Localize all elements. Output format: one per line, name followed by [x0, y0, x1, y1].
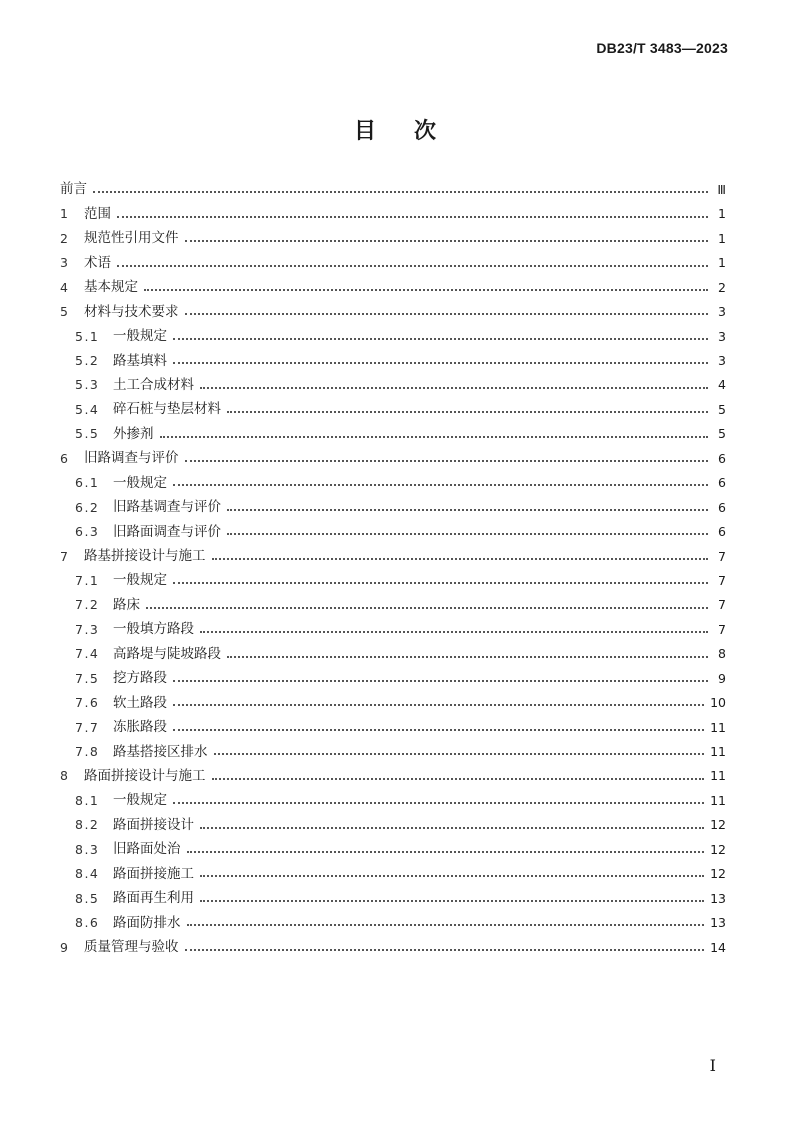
toc-entry-page: 11 — [710, 792, 726, 808]
toc-leader-dots — [117, 265, 708, 267]
toc-entry-label: 路基搭接区排水 — [113, 743, 208, 760]
toc-entry-page: 6 — [718, 450, 726, 466]
toc-entry[interactable] — [60, 349, 726, 373]
toc-entry[interactable] — [60, 202, 726, 226]
toc-entry-label: 前言 — [60, 181, 87, 198]
toc-entry-label: 一般规定 — [113, 792, 167, 809]
toc-entry-page: 3 — [718, 304, 726, 320]
toc-title-part2: 次 — [414, 119, 437, 144]
toc-entry-number: 1 — [60, 206, 68, 222]
toc-entry[interactable] — [60, 716, 726, 740]
toc-entry[interactable] — [60, 789, 726, 813]
toc-entry[interactable] — [60, 911, 726, 935]
toc-leader-dots — [93, 191, 708, 193]
toc-entry-number: 5 — [60, 304, 68, 320]
toc-entry[interactable] — [60, 691, 726, 715]
toc-entry-page: 12 — [710, 817, 726, 833]
toc-entry[interactable] — [60, 593, 726, 617]
toc-leader-dots — [200, 827, 704, 829]
toc-title — [0, 114, 790, 145]
toc-leader-dots — [200, 875, 704, 877]
toc-entry-label: 规范性引用文件 — [84, 230, 179, 247]
toc-entry-label: 碎石桩与垫层材料 — [113, 401, 221, 418]
toc-entry[interactable] — [60, 862, 726, 886]
toc-entry-label: 术语 — [84, 254, 111, 271]
toc-entry[interactable] — [60, 276, 726, 300]
toc-entry[interactable] — [60, 569, 726, 593]
toc-entry-number: 7.8 — [75, 744, 100, 760]
toc-leader-dots — [187, 924, 705, 926]
toc-entry-label: 路面再生利用 — [113, 890, 194, 907]
toc-leader-dots — [173, 362, 708, 364]
toc-entry-page: 7 — [718, 621, 726, 637]
toc-entry[interactable] — [60, 765, 726, 789]
toc-entry-number: 7.5 — [75, 670, 100, 686]
toc-entry[interactable] — [60, 227, 726, 251]
toc-leader-dots — [185, 949, 705, 951]
toc-entry-page: 3 — [718, 353, 726, 369]
toc-entry-number: 7.4 — [75, 646, 100, 662]
toc-leader-dots — [144, 289, 708, 291]
toc-entry[interactable] — [60, 422, 726, 446]
toc-entry-label: 基本规定 — [84, 279, 138, 296]
toc-entry-page: 4 — [718, 377, 726, 393]
toc-entry-number: 5.1 — [75, 328, 100, 344]
toc-entry-page: 7 — [718, 597, 726, 613]
toc-entry[interactable] — [60, 813, 726, 837]
toc-entry-number: 6.3 — [75, 524, 100, 540]
toc-entry-label: 旧路基调查与评价 — [113, 499, 221, 516]
toc-entry[interactable] — [60, 667, 726, 691]
toc-leader-dots — [185, 313, 709, 315]
toc-entry-page: 10 — [710, 695, 726, 711]
toc-entry-label: 旧路调查与评价 — [84, 450, 179, 467]
toc-entry-page: 6 — [718, 499, 726, 515]
toc-entry-page: 1 — [718, 255, 726, 271]
toc-entry-page: 5 — [718, 401, 726, 417]
toc-entry-number: 7.7 — [75, 719, 100, 735]
toc-entry-label: 路面防排水 — [113, 914, 181, 931]
toc-entry-number: 7.2 — [75, 597, 100, 613]
toc-entry-number: 5.3 — [75, 377, 100, 393]
toc-entry-label: 质量管理与验收 — [84, 939, 179, 956]
toc-entry-number: 8.3 — [75, 841, 100, 857]
toc-leader-dots — [173, 582, 708, 584]
toc-leader-dots — [173, 484, 708, 486]
toc-leader-dots — [227, 411, 708, 413]
toc-entry-label: 路基填料 — [113, 352, 167, 369]
toc-entry-label: 路基拼接设计与施工 — [84, 548, 206, 565]
toc-entry[interactable] — [60, 618, 726, 642]
toc-entry-label: 一般填方路段 — [113, 621, 194, 638]
toc-entry[interactable] — [60, 251, 726, 275]
toc-entry-page: 13 — [710, 915, 726, 931]
toc-entry-label: 挖方路段 — [113, 670, 167, 687]
toc-entry-label: 外掺剂 — [113, 425, 154, 442]
toc-entry[interactable] — [60, 325, 726, 349]
toc-entry-number: 2 — [60, 230, 68, 246]
toc-entry-label: 范围 — [84, 205, 111, 222]
toc-entry-number: 5.5 — [75, 426, 100, 442]
toc-entry[interactable] — [60, 398, 726, 422]
toc-entry-page: 1 — [718, 206, 726, 222]
toc-entry-label: 软土路段 — [113, 694, 167, 711]
toc-leader-dots — [185, 240, 709, 242]
toc-entry-number: 5.4 — [75, 401, 100, 417]
toc-entry-number: 8 — [60, 768, 68, 784]
toc-entry-page: 12 — [710, 841, 726, 857]
toc-entry-page: 6 — [718, 475, 726, 491]
toc-leader-dots — [173, 729, 704, 731]
toc-entry-number: 8.1 — [75, 792, 100, 808]
toc-leader-dots — [173, 802, 704, 804]
toc-entry-number: 8.5 — [75, 890, 100, 906]
toc-leader-dots — [227, 656, 708, 658]
toc-leader-dots — [173, 704, 704, 706]
toc-entry-page: 13 — [710, 890, 726, 906]
toc-entry-number: 5.2 — [75, 353, 100, 369]
toc-entry[interactable] — [60, 178, 726, 202]
toc-leader-dots — [200, 631, 708, 633]
toc-entry-label: 一般规定 — [113, 572, 167, 589]
toc-leader-dots — [200, 387, 708, 389]
toc-entry-page: 2 — [718, 279, 726, 295]
toc-entry-number: 7.1 — [75, 572, 100, 588]
toc-entry-label: 路面拼接设计与施工 — [84, 767, 206, 784]
toc-entry-label: 一般规定 — [113, 474, 167, 491]
toc-leader-dots — [227, 509, 708, 511]
toc-entry-label: 旧路面调查与评价 — [113, 523, 221, 540]
toc-entry[interactable] — [60, 545, 726, 569]
toc-entry-number: 8.4 — [75, 866, 100, 882]
toc-entry-label: 旧路面处治 — [113, 841, 181, 858]
toc-entry[interactable] — [60, 471, 726, 495]
page-number: I — [709, 1056, 716, 1075]
toc-entry-label: 高路堤与陡坡路段 — [113, 645, 221, 662]
toc-entry-label: 材料与技术要求 — [84, 303, 179, 320]
toc-entry[interactable] — [60, 447, 726, 471]
toc-entry-page: 6 — [718, 524, 726, 540]
toc-entry[interactable] — [60, 300, 726, 324]
toc-entry-page: Ⅲ — [717, 181, 726, 197]
toc-leader-dots — [160, 436, 709, 438]
toc-entry-number: 7 — [60, 548, 68, 564]
toc-entry-page: 11 — [710, 719, 726, 735]
toc-entry-number: 8.6 — [75, 915, 100, 931]
toc-entry-number: 3 — [60, 255, 68, 271]
toc-entry-label: 土工合成材料 — [113, 376, 194, 393]
toc-leader-dots — [212, 558, 709, 560]
toc-entry-label: 路面拼接设计 — [113, 816, 194, 833]
toc-entry-number: 6.1 — [75, 475, 100, 491]
toc-entry-page: 14 — [710, 939, 726, 955]
toc-entry-page: 7 — [718, 548, 726, 564]
toc-leader-dots — [146, 607, 708, 609]
toc-entry-number: 9 — [60, 939, 68, 955]
toc-entry[interactable] — [60, 887, 726, 911]
toc-leader-dots — [200, 900, 704, 902]
toc-entry-page: 7 — [718, 572, 726, 588]
toc-entry-number: 4 — [60, 279, 68, 295]
toc-entry-page: 9 — [718, 670, 726, 686]
toc-entry-label: 路面拼接施工 — [113, 865, 194, 882]
toc-entry-page: 8 — [718, 646, 726, 662]
toc-entry-number: 7.3 — [75, 621, 100, 637]
document-code: DB23/T 3483—2023 — [596, 40, 728, 56]
toc-entry-label: 路床 — [113, 596, 140, 613]
toc-title-part1: 目 — [353, 119, 376, 144]
toc-leader-dots — [214, 753, 705, 755]
toc-entry-label: 冻胀路段 — [113, 719, 167, 736]
toc-leader-dots — [117, 216, 708, 218]
toc-entry-page: 11 — [710, 744, 726, 760]
table-of-contents — [60, 178, 726, 960]
toc-entry-label: 一般规定 — [113, 328, 167, 345]
toc-entry-page: 11 — [710, 768, 726, 784]
toc-entry-number: 6 — [60, 450, 68, 466]
toc-entry[interactable] — [60, 520, 726, 544]
toc-leader-dots — [173, 680, 708, 682]
toc-entry[interactable] — [60, 936, 726, 960]
toc-leader-dots — [212, 778, 705, 780]
toc-entry-page: 3 — [718, 328, 726, 344]
toc-leader-dots — [187, 851, 705, 853]
toc-entry[interactable] — [60, 838, 726, 862]
toc-leader-dots — [173, 338, 708, 340]
toc-leader-dots — [227, 533, 708, 535]
toc-leader-dots — [185, 460, 709, 462]
toc-entry-number: 8.2 — [75, 817, 100, 833]
toc-entry-number: 7.6 — [75, 695, 100, 711]
toc-entry-page: 12 — [710, 866, 726, 882]
toc-entry[interactable] — [60, 496, 726, 520]
toc-entry-page: 5 — [718, 426, 726, 442]
toc-entry[interactable] — [60, 642, 726, 666]
toc-entry-page: 1 — [718, 230, 726, 246]
toc-entry-number: 6.2 — [75, 499, 100, 515]
toc-entry[interactable] — [60, 740, 726, 764]
toc-entry[interactable] — [60, 374, 726, 398]
